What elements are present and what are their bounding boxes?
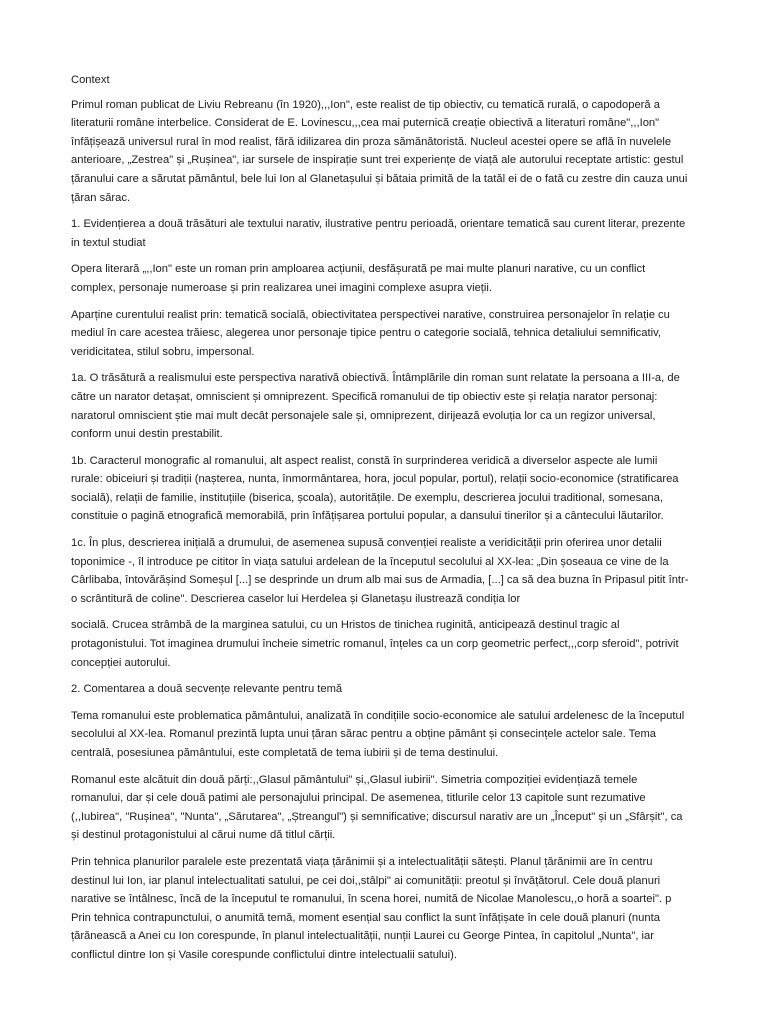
text-line: țăran sărac. xyxy=(71,191,131,204)
text-line: centrală, posesiunea pământului, este completată de tema iubirii și de tema destinului. xyxy=(71,747,499,759)
paragraph xyxy=(71,452,698,526)
text-line: și destinul protagonistului al cărui nume dă titlul cărții. xyxy=(71,829,336,842)
text-line: conform unui destin prestabilit. xyxy=(71,428,223,441)
paragraph xyxy=(71,534,698,608)
text-line: o scrântitură de coline". Descrierea caselor lui Herdelea și Glanetașu ilustrează condiția lor xyxy=(71,592,521,605)
text-line: 1a. O trăsătură a realismului este perspectiva narativă obiectivă. Întâmplările din roman sunt relatate la persoana a III-a, de xyxy=(71,372,680,385)
text-line: Prin tehnica contrapunctului, o anumită temă, moment esențial sau conflict la sunt înfățișate în cele două planuri (nunta xyxy=(71,911,660,924)
paragraph xyxy=(71,96,698,208)
text-line: in textul studiat xyxy=(71,236,146,249)
paragraph xyxy=(71,771,698,845)
text-line: către un narator detașat, omniscient și omniprezent. Specifică romanului de tip obiectiv este și relația narator personaj: xyxy=(71,390,658,403)
text-line: Tema romanului este problematica pământului, analizată în condițiile socio-economice ale satului ardelenesc de la începutul xyxy=(71,709,685,722)
text-line: destinul lui Ion, iar planul intelectualitati satului, pe cei doi,,stâlpi" ai comunității: preotul și învățătorul. Cele două planuri xyxy=(71,874,661,887)
text-line: rurale: obiceiuri și tradiții (nașterea, nunta, înmormântarea, hora, jocul popular, portul), relații socio-economice (stratificarea xyxy=(71,473,679,486)
text-line: romanului, dar și cele două patimi ale personajului principal. De asemenea, titlurile celor 13 capitole sunt rezumative xyxy=(71,792,646,805)
text-line: conflictul dintre Ion și Vasile corespunde conflictului dintre intelectualii satului). xyxy=(71,948,457,961)
text-line: 2. Comentarea a două secvențe relevante pentru temă xyxy=(71,683,343,696)
text-line: concepției autorului. xyxy=(71,656,171,669)
text-line: Prin tehnica planurilor paralele este prezentată viața țărănimii și a intelectualității sătești. Planul țărănimii are în centru xyxy=(71,855,653,868)
text-line: 1b. Caracterul monografic al romanului, alt aspect realist, constă în surprinderea veridică a diverselor aspecte ale lumii xyxy=(71,454,658,467)
paragraph xyxy=(71,369,698,443)
paragraph xyxy=(71,853,698,965)
document-body xyxy=(71,71,698,965)
document-heading: Context xyxy=(71,74,110,86)
text-line: înfățișează universul rural în mod realist, fără idilizarea din proza sămănătoristă. Nucleul acestei opere se află în nuvelele xyxy=(71,135,672,148)
text-line: țăranului care a sărutat pământul, bele lui Ion al Glanetașului și bătaia primită de la tatăl ei de o fată cu zestre din cauza unui xyxy=(71,172,688,185)
text-line: (,,Iubirea", "Rușinea", "Nunta", „Sărutarea", „Ștreangul") și semnificative; discursul narativ are un „Început" și un „Sfârșit", ca xyxy=(71,810,683,823)
text-line: Opera literară „,,Ion" este un roman prin amploarea acțiunii, desfășurată pe mai multe planuri narative, cu un conflict xyxy=(71,263,646,276)
text-line: toponimice -, îl introduce pe cititor în viața satului ardelean de la începutul secolului al XX-lea: „Din șoseaua ce vine de la xyxy=(71,555,669,568)
text-line: Primul roman publicat de Liviu Rebreanu (în 1920),,,Ion", este realist de tip obiectiv, cu tematică rurală, o capodoperă a xyxy=(71,98,660,111)
text-line: constituie o pagină etnografică memorabilă, prin înfățișarea portului popular, a dansului tinerilor și a cântecului lăutarilor. xyxy=(71,510,664,523)
text-line: literaturii române interbelice. Considerat de E. Lovinescu,,,cea mai puternică creație obiectivă a literaturi române",,,Ion" xyxy=(71,117,660,130)
text-line: Aparține curentului realist prin: tematică socială, obiectivitatea perspectivei narative, construirea personajelor în relație cu xyxy=(71,308,670,321)
text-line: protagonistului. Tot imaginea drumului încheie simetric romanul, înțeles ca un corp geometric perfect,,,corp sferoid", potrivit xyxy=(71,638,679,651)
text-line: narative se întâlnesc, încă de la începutul te romanului, în scena horei, numită de Nicolae Manolescu,,o horă a soartei". p xyxy=(71,893,672,906)
paragraph xyxy=(71,260,698,297)
text-line: socială), relații de familie, instituțiile (biserica, școala), autoritățile. De exemplu, descrierea jocului traditional, somesana, xyxy=(71,491,663,504)
text-line: anterioare, „Zestrea" și „Rușinea", iar sursele de inspirație sunt trei experiențe de viață ale autorului receptate artistic: gestul xyxy=(71,154,684,167)
text-line: țărănească a Anei cu Ion corespunde, în planul intelectualității, nunții Laurei cu George Pintea, în capitolul „Nunta", iar xyxy=(71,930,654,943)
paragraph xyxy=(71,306,698,362)
text-line: 1c. În plus, descrierea inițială a drumului, de asemenea supusă convenției realiste a veridicității prin oferirea unor detalii xyxy=(71,537,662,550)
paragraph xyxy=(71,707,698,763)
text-line: socială. Crucea strâmbă de la marginea satului, cu un Hristos de tinichea ruginită, anticipează destinul tragic al xyxy=(71,619,620,632)
text-line: 1. Evidențierea a două trăsături ale textului narativ, ilustrative pentru perioadă, orientare tematică sau curent literar, prezente xyxy=(71,218,686,231)
text-line: mediul în care acestea trăiesc, alegerea unor personaje tipice pentru o categorie socială, tehnica detaliului semnificativ, xyxy=(71,327,661,340)
text-line: Cârlibaba, întovărășind Someșul [...] se desprinde un drum alb mai sus de Armadia, [...] ca să dea buzna în Pripasul pitit într- xyxy=(71,574,689,587)
paragraph xyxy=(71,680,698,699)
text-line: naratorul omniscient știe mai mult decât personajele sale și, omniprezent, dirijează evoluția lor ca un regizor universal, xyxy=(71,409,656,422)
text-line: veridicitatea, stilul sobru, impersonal. xyxy=(71,345,255,358)
paragraph xyxy=(71,215,698,252)
text-line: Romanul este alcătuit din două părți:,,Glasul pământului" și,,Glasul iubirii". Simetria compoziției evidențiază temele xyxy=(71,773,638,786)
text-line: secolului al XX-lea. Romanul prezintă lupta unui țăran sărac pentru a obține pământ și consecințele actelor sale. Tema xyxy=(71,728,656,741)
text-line: complex, personaje numeroase și prin realizarea unei imagini complexe asupra vieții. xyxy=(71,281,492,294)
paragraph xyxy=(71,616,698,672)
